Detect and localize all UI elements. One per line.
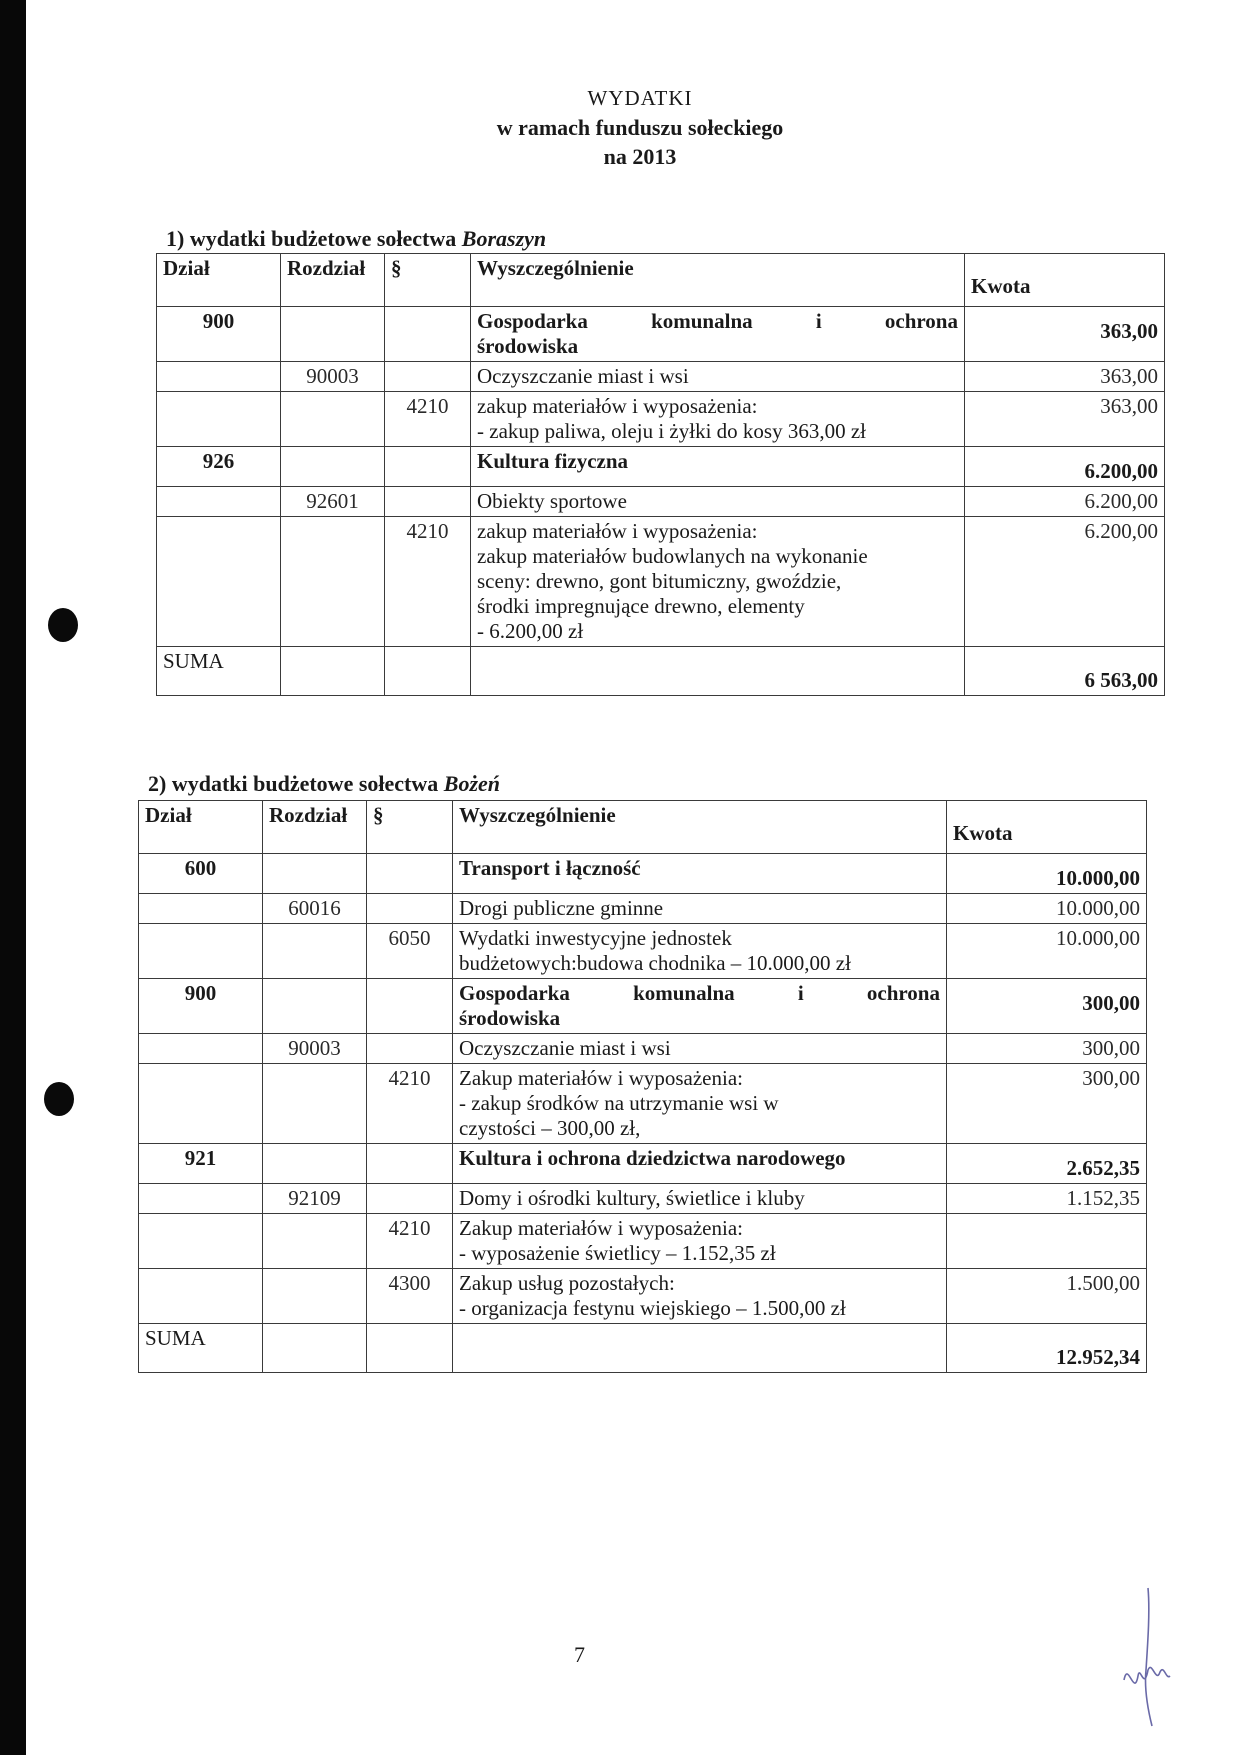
amount-cell <box>947 1064 1147 1144</box>
amount-cell <box>947 894 1147 924</box>
column-header-dzial: Dział <box>157 254 281 307</box>
description-line: - wyposażenie świetlicy – 1.152,35 zł <box>459 1241 776 1265</box>
description-line: - zakup środków na utrzymanie wsi w <box>459 1091 779 1115</box>
description-line: Kultura fizyczna <box>477 449 629 473</box>
dzial-cell <box>157 362 281 392</box>
paragraf-cell <box>367 854 453 894</box>
description-line: sceny: drewno, gont bitumiczny, gwoździe, <box>477 569 842 593</box>
paragraf-value: 4210 <box>406 519 449 543</box>
table-row <box>139 1034 1147 1064</box>
rozdzial-cell <box>281 392 385 447</box>
description-cell <box>453 854 947 894</box>
dzial-cell <box>139 979 263 1034</box>
section-prefix: 1) wydatki budżetowe sołectwa <box>166 226 462 251</box>
amount-value: 300,00 <box>1082 1066 1140 1090</box>
amount-cell <box>947 1034 1147 1064</box>
description-line: Wydatki inwestycyjne jednostek <box>459 926 732 950</box>
description-cell <box>471 392 965 447</box>
paragraf-cell <box>385 487 471 517</box>
paragraf-value: 6050 <box>388 926 431 950</box>
rozdzial-cell <box>263 894 367 924</box>
dzial-cell <box>139 854 263 894</box>
rozdzial-value: 92109 <box>288 1186 341 1210</box>
table-header-row <box>157 254 1165 307</box>
amount-value: 6.200,00 <box>1084 459 1158 483</box>
description-line: - 6.200,00 zł <box>477 619 584 643</box>
rozdzial-cell <box>281 517 385 647</box>
paragraf-cell <box>367 1214 453 1269</box>
description-line: Zakup materiałów i wyposażenia: <box>459 1216 743 1240</box>
description-line: zakup materiałów i wyposażenia: <box>477 394 758 418</box>
paragraf-value: 4210 <box>388 1216 431 1240</box>
rozdzial-cell <box>281 447 385 487</box>
budget-table-bozen <box>138 800 1147 1373</box>
section-title-bozen <box>148 771 500 797</box>
scan-edge-shadow <box>0 0 26 1755</box>
description-line: Gospodarka komunalna i ochrona <box>477 309 958 333</box>
description-line: zakup materiałów budowlanych na wykonanie <box>477 544 868 568</box>
paragraf-cell <box>367 979 453 1034</box>
empty-cell <box>367 1324 453 1373</box>
table-row <box>139 924 1147 979</box>
dzial-cell <box>157 487 281 517</box>
column-header-kwota: Kwota <box>965 254 1165 307</box>
table-row <box>139 894 1147 924</box>
amount-cell <box>965 517 1165 647</box>
suma-value: 6 563,00 <box>965 647 1165 696</box>
dzial-cell <box>139 1034 263 1064</box>
amount-cell <box>947 1144 1147 1184</box>
paragraf-cell <box>367 1184 453 1214</box>
rozdzial-cell <box>263 1214 367 1269</box>
description-cell <box>453 924 947 979</box>
table-header-row <box>139 801 1147 854</box>
description-line: Oczyszczanie miast i wsi <box>477 364 689 388</box>
column-header-wyszczegolnienie: Wyszczególnienie <box>453 801 947 854</box>
paragraf-value: 4300 <box>388 1271 431 1295</box>
dzial-cell <box>157 517 281 647</box>
description-cell <box>471 447 965 487</box>
amount-value: 10.000,00 <box>1056 866 1140 890</box>
description-line: - zakup paliwa, oleju i żyłki do kosy 363,00 zł <box>477 419 867 443</box>
column-header-paragraf: § <box>385 254 471 307</box>
rozdzial-value: 90003 <box>306 364 359 388</box>
table-row <box>139 979 1147 1034</box>
description-cell <box>453 1214 947 1269</box>
paragraf-cell <box>385 307 471 362</box>
section-title-boraszyn <box>166 226 546 252</box>
document-year: na 2013 <box>603 144 677 169</box>
table-row <box>157 307 1165 362</box>
rozdzial-cell <box>263 1064 367 1144</box>
paragraf-cell <box>385 392 471 447</box>
page-number: 7 <box>574 1642 585 1667</box>
amount-value: 363,00 <box>1100 319 1158 343</box>
table-row <box>157 487 1165 517</box>
rozdzial-value: 92601 <box>306 489 359 513</box>
dzial-cell <box>157 447 281 487</box>
table-row <box>157 447 1165 487</box>
table-row <box>157 362 1165 392</box>
column-header-wyszczegolnienie: Wyszczególnienie <box>471 254 965 307</box>
rozdzial-cell <box>281 487 385 517</box>
rozdzial-value: 60016 <box>288 896 341 920</box>
table-row <box>139 1184 1147 1214</box>
column-header-kwota: Kwota <box>947 801 1147 854</box>
suma-row <box>139 1324 1147 1373</box>
paragraf-cell <box>367 1144 453 1184</box>
rozdzial-cell <box>263 979 367 1034</box>
table-row <box>139 1064 1147 1144</box>
dzial-value: 926 <box>202 449 235 473</box>
paragraf-cell <box>367 894 453 924</box>
paragraf-value: 4210 <box>388 1066 431 1090</box>
amount-cell <box>965 447 1165 487</box>
description-line: Gospodarka komunalna i ochrona <box>459 981 940 1005</box>
description-cell <box>453 1269 947 1324</box>
dzial-cell <box>139 894 263 924</box>
rozdzial-cell <box>263 1144 367 1184</box>
document-title: WYDATKI <box>587 86 693 110</box>
amount-cell <box>965 392 1165 447</box>
document-header <box>420 84 860 171</box>
amount-value: 363,00 <box>1100 394 1158 418</box>
dzial-value: 900 <box>184 981 217 1005</box>
description-cell <box>471 517 965 647</box>
amount-cell <box>947 1184 1147 1214</box>
description-cell <box>453 1034 947 1064</box>
empty-cell <box>453 1324 947 1373</box>
paragraf-cell <box>367 1269 453 1324</box>
description-line: Oczyszczanie miast i wsi <box>459 1036 671 1060</box>
description-line: Domy i ośrodki kultury, świetlice i kluby <box>459 1186 805 1210</box>
paragraf-cell <box>367 924 453 979</box>
table-row <box>139 1214 1147 1269</box>
description-cell <box>453 1144 947 1184</box>
section-prefix: 2) wydatki budżetowe sołectwa <box>148 771 444 796</box>
amount-value: 363,00 <box>1100 364 1158 388</box>
dzial-cell <box>139 924 263 979</box>
amount-cell <box>947 924 1147 979</box>
table-row <box>157 517 1165 647</box>
column-header-rozdzial: Rozdział <box>263 801 367 854</box>
amount-cell <box>947 1214 1147 1269</box>
dzial-value: 921 <box>184 1146 217 1170</box>
column-header-paragraf: § <box>367 801 453 854</box>
amount-cell <box>947 1269 1147 1324</box>
amount-value: 2.652,35 <box>1066 1156 1140 1180</box>
rozdzial-cell <box>263 924 367 979</box>
description-line: zakup materiałów i wyposażenia: <box>477 519 758 543</box>
amount-value: 10.000,00 <box>1056 896 1140 920</box>
dzial-value: 900 <box>202 309 235 333</box>
description-line: Zakup usług pozostałych: <box>459 1271 675 1295</box>
description-cell <box>453 1064 947 1144</box>
amount-cell <box>947 854 1147 894</box>
rozdzial-cell <box>281 307 385 362</box>
amount-cell <box>947 979 1147 1034</box>
punch-hole <box>48 608 78 642</box>
dzial-cell <box>139 1214 263 1269</box>
paragraf-cell <box>385 362 471 392</box>
description-cell <box>471 307 965 362</box>
description-line: środowiska <box>477 334 579 358</box>
table-row <box>157 392 1165 447</box>
paragraf-cell <box>367 1034 453 1064</box>
description-line: Zakup materiałów i wyposażenia: <box>459 1066 743 1090</box>
empty-cell <box>281 647 385 696</box>
description-line: Transport i łączność <box>459 856 641 880</box>
budget-table-boraszyn <box>156 253 1165 696</box>
description-cell <box>453 894 947 924</box>
amount-cell <box>965 487 1165 517</box>
amount-value: 1.152,35 <box>1066 1186 1140 1210</box>
signature-mark <box>1118 1580 1178 1730</box>
empty-cell <box>263 1324 367 1373</box>
amount-value: 1.500,00 <box>1066 1271 1140 1295</box>
empty-cell <box>385 647 471 696</box>
amount-value: 300,00 <box>1082 1036 1140 1060</box>
amount-value: 300,00 <box>1082 991 1140 1015</box>
table-row <box>139 1144 1147 1184</box>
table-row <box>139 854 1147 894</box>
amount-value: 6.200,00 <box>1084 489 1158 513</box>
description-cell <box>471 362 965 392</box>
rozdzial-cell <box>263 854 367 894</box>
rozdzial-cell <box>263 1269 367 1324</box>
document-subtitle: w ramach funduszu sołeckiego <box>496 115 784 140</box>
section-place: Bożeń <box>443 771 501 796</box>
description-line: czystości – 300,00 zł, <box>459 1116 641 1140</box>
amount-value: 6.200,00 <box>1084 519 1158 543</box>
description-line: Obiekty sportowe <box>477 489 627 513</box>
paragraf-value: 4210 <box>406 394 449 418</box>
paragraf-cell <box>367 1064 453 1144</box>
description-cell <box>453 1184 947 1214</box>
description-cell <box>453 979 947 1034</box>
amount-value: 10.000,00 <box>1056 926 1140 950</box>
suma-row <box>157 647 1165 696</box>
dzial-cell <box>139 1184 263 1214</box>
description-line: budżetowych:budowa chodnika – 10.000,00 zł <box>459 951 851 975</box>
suma-label: SUMA <box>157 647 281 696</box>
description-line: - organizacja festynu wiejskiego – 1.500,00 zł <box>459 1296 846 1320</box>
punch-hole <box>44 1082 74 1116</box>
rozdzial-cell <box>263 1034 367 1064</box>
description-line: Drogi publiczne gminne <box>459 896 664 920</box>
paragraf-cell <box>385 517 471 647</box>
table-row <box>139 1269 1147 1324</box>
paragraf-cell <box>385 447 471 487</box>
description-line: Kultura i ochrona dziedzictwa narodowego <box>459 1146 846 1170</box>
description-cell <box>471 487 965 517</box>
rozdzial-cell <box>263 1184 367 1214</box>
empty-cell <box>471 647 965 696</box>
amount-cell <box>965 362 1165 392</box>
dzial-cell <box>157 307 281 362</box>
amount-cell <box>965 307 1165 362</box>
description-line: środki impregnujące drewno, elementy <box>477 594 805 618</box>
dzial-cell <box>157 392 281 447</box>
suma-value: 12.952,34 <box>947 1324 1147 1373</box>
dzial-value: 600 <box>184 856 217 880</box>
column-header-dzial: Dział <box>139 801 263 854</box>
rozdzial-value: 90003 <box>288 1036 341 1060</box>
dzial-cell <box>139 1144 263 1184</box>
dzial-cell <box>139 1064 263 1144</box>
rozdzial-cell <box>281 362 385 392</box>
dzial-cell <box>139 1269 263 1324</box>
section-place: Boraszyn <box>461 226 547 251</box>
column-header-rozdzial: Rozdział <box>281 254 385 307</box>
suma-label: SUMA <box>139 1324 263 1373</box>
description-line: środowiska <box>459 1006 561 1030</box>
